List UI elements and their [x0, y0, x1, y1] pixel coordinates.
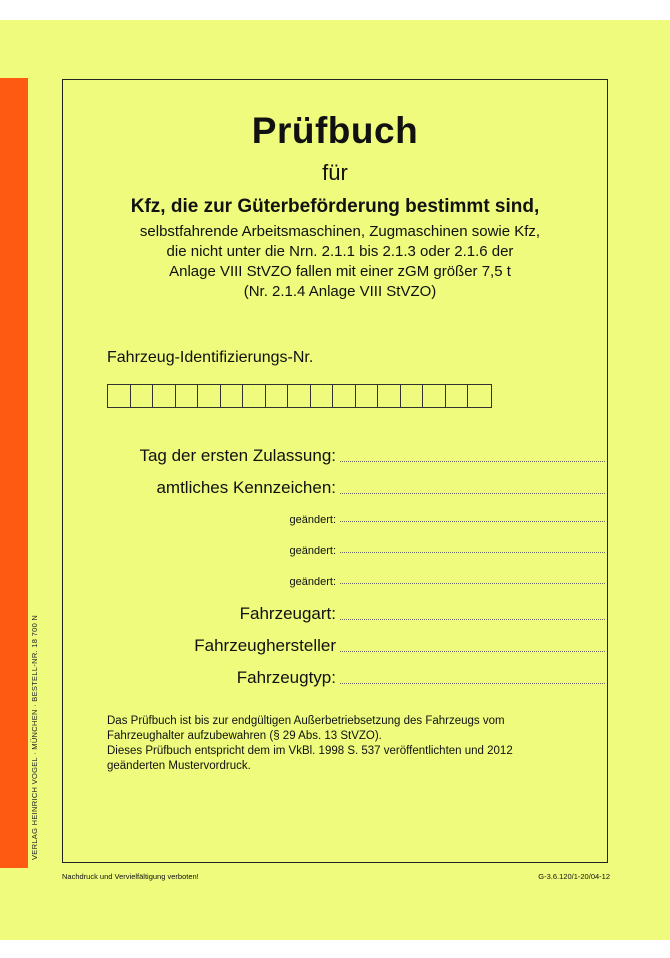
- field-label: geändert:: [289, 576, 336, 588]
- fin-label: Fahrzeug-Identifizierungs-Nr.: [107, 349, 314, 366]
- field-line[interactable]: [340, 551, 605, 553]
- fin-char-box[interactable]: [266, 385, 289, 407]
- field-line[interactable]: [340, 460, 605, 462]
- fin-char-box[interactable]: [378, 385, 401, 407]
- fin-char-box[interactable]: [131, 385, 154, 407]
- fin-char-box[interactable]: [401, 385, 424, 407]
- form-title-fuer: für: [322, 160, 348, 185]
- field-geaendert-3[interactable]: [80, 576, 607, 588]
- fin-char-box[interactable]: [153, 385, 176, 407]
- field-hersteller[interactable]: [80, 636, 607, 656]
- field-line[interactable]: [340, 650, 605, 652]
- publisher-imprint: VERLAG HEINRICH VOGEL · MÜNCHEN · BESTELL-NR. 18 700 N: [30, 614, 39, 860]
- fin-char-box[interactable]: [108, 385, 131, 407]
- field-label: amtliches Kennzeichen:: [156, 478, 336, 497]
- notice-line: Dieses Prüfbuch entspricht dem im VkBl. 1998 S. 537 veröffentlichten und 2012: [107, 745, 513, 757]
- fin-char-box[interactable]: [333, 385, 356, 407]
- fin-char-box[interactable]: [356, 385, 379, 407]
- field-geaendert-1[interactable]: [80, 514, 607, 526]
- field-label: Fahrzeugart:: [239, 604, 336, 623]
- fin-char-box[interactable]: [288, 385, 311, 407]
- fin-char-box[interactable]: [176, 385, 199, 407]
- fin-char-box[interactable]: [423, 385, 446, 407]
- notice-line: Das Prüfbuch ist bis zur endgültigen Außerbetriebsetzung des Fahrzeugs vom: [107, 715, 505, 727]
- field-label: Tag der ersten Zulassung:: [139, 446, 336, 465]
- field-line[interactable]: [340, 582, 605, 584]
- field-line[interactable]: [340, 682, 605, 684]
- notice-line: Fahrzeughalter aufzubewahren (§ 29 Abs. 13 StVZO).: [107, 730, 382, 742]
- fin-char-box[interactable]: [468, 385, 491, 407]
- field-fahrzeugtyp[interactable]: [80, 668, 607, 688]
- notice-text: [107, 714, 597, 774]
- form-title: Prüfbuch: [251, 110, 419, 151]
- description-line: Anlage VIII StVZO fallen mit einer zGM größer 7,5 t: [169, 263, 511, 280]
- form-description: [80, 222, 600, 302]
- field-label: Fahrzeughersteller: [194, 636, 336, 655]
- field-line[interactable]: [340, 520, 605, 522]
- fin-char-box[interactable]: [198, 385, 221, 407]
- notice-line: geänderten Mustervordruck.: [107, 760, 251, 772]
- form-code: G-3.6.120/1-20/04-12: [538, 872, 610, 881]
- fin-char-box[interactable]: [243, 385, 266, 407]
- description-line: selbstfahrende Arbeitsmaschinen, Zugmaschinen sowie Kfz,: [139, 223, 541, 240]
- field-label: geändert:: [289, 514, 336, 526]
- fin-char-box[interactable]: [221, 385, 244, 407]
- field-erstzulassung[interactable]: [80, 446, 607, 466]
- fin-char-box[interactable]: [311, 385, 334, 407]
- description-line: (Nr. 2.1.4 Anlage VIII StVZO): [243, 283, 437, 300]
- field-line[interactable]: [340, 618, 605, 620]
- copyright-notice: Nachdruck und Vervielfältigung verboten!: [62, 872, 199, 881]
- fin-char-box[interactable]: [446, 385, 469, 407]
- field-kennzeichen[interactable]: [80, 478, 607, 498]
- form-subtitle: Kfz, die zur Güterbeförderung bestimmt sind,: [130, 196, 540, 217]
- field-fahrzeugart[interactable]: [80, 604, 607, 624]
- field-label: Fahrzeugtyp:: [236, 668, 336, 687]
- description-line: die nicht unter die Nrn. 2.1.1 bis 2.1.3 oder 2.1.6 der: [166, 243, 514, 260]
- field-geaendert-2[interactable]: [80, 545, 607, 557]
- fin-input-boxes[interactable]: [107, 384, 492, 408]
- field-label: geändert:: [289, 545, 336, 557]
- field-line[interactable]: [340, 492, 605, 494]
